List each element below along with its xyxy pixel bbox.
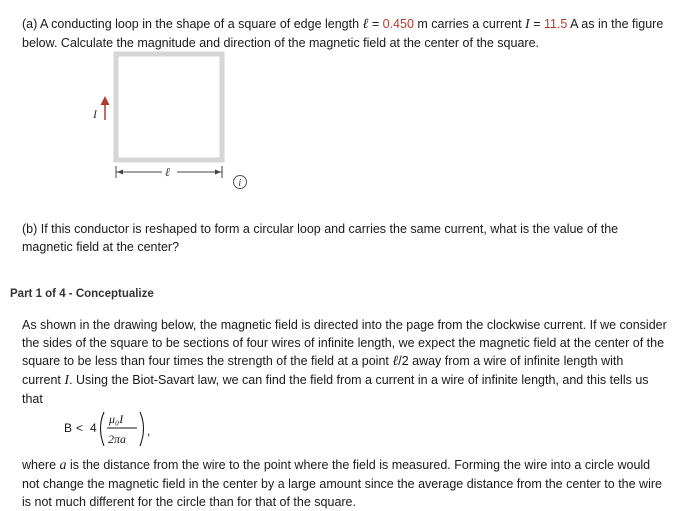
paragraph-1-line-1: As shown in the drawing below, the magnetic field is directed into the page from the clockwise current. If we consider bbox=[22, 318, 667, 332]
formula-right-paren bbox=[140, 412, 144, 446]
question-b bbox=[22, 220, 698, 256]
biot-savart-formula bbox=[62, 408, 182, 454]
formula-relation: < bbox=[76, 421, 84, 435]
question-b-line-1: (b) If this conductor is reshaped to form a circular loop and carries the same current, what is the value of the bbox=[22, 222, 619, 236]
formula-left-paren bbox=[101, 412, 105, 446]
paragraph-1-line-3: square to be less than four times the strength of the field at a point ℓ/2 away from a wire of infinite length with bbox=[22, 354, 624, 369]
part-heading: Part 1 of 4 - Conceptualize bbox=[10, 288, 154, 300]
current-label: I bbox=[93, 107, 97, 121]
formula-numerator: μ₀I bbox=[109, 412, 124, 426]
square-loop-figure bbox=[88, 50, 268, 190]
ell-symbol: ℓ bbox=[362, 17, 369, 32]
svg-text:i: i bbox=[238, 178, 242, 189]
formula-factor: 4 bbox=[90, 421, 97, 435]
question-a-line-2: below. Calculate the magnitude and direction of the magnetic field at the center of the square. bbox=[22, 36, 539, 50]
info-icon[interactable] bbox=[234, 176, 247, 190]
length-arrow-right-icon bbox=[215, 170, 221, 175]
paragraph-2-line-3: is not much different for the circle than for that of the square. bbox=[22, 495, 356, 509]
current-value: 11.5 bbox=[543, 17, 568, 31]
paragraph-1-line-5: that bbox=[22, 392, 43, 406]
edge-length-value: 0.450 bbox=[382, 17, 414, 31]
current-arrow-icon bbox=[101, 96, 110, 105]
formula-lhs: B bbox=[64, 421, 73, 435]
question-a bbox=[22, 15, 698, 52]
paragraph-2-line-2: not change the magnetic field in the center by a large amount since the average distance from the center to the wire bbox=[22, 477, 662, 491]
paragraph-2-line-1: where a is the distance from the wire to the point where the field is measured. Forming the wire into a circle would bbox=[22, 458, 651, 473]
paragraph-1-line-2: the sides of the square to be sections of four wires of infinite length, we expect the magnetic field at the center of the bbox=[22, 336, 665, 350]
formula-denominator: 2πa bbox=[108, 432, 127, 446]
question-a-line-1: (a) A conducting loop in the shape of a square of edge length ℓ = 0.450 m carries a current I = 11.5 A as in the figure bbox=[22, 17, 664, 32]
conceptualize-paragraph-1 bbox=[22, 316, 698, 408]
length-label: ℓ bbox=[165, 165, 170, 179]
length-arrow-left-icon bbox=[117, 170, 123, 175]
paragraph-1-line-4: current I. Using the Biot-Savart law, we can find the field from a current in a wire of infinite length, and this tells us bbox=[22, 373, 649, 388]
question-b-line-2: magnetic field at the center? bbox=[22, 240, 180, 254]
square-loop bbox=[116, 54, 222, 160]
conceptualize-paragraph-2 bbox=[22, 456, 698, 511]
current-symbol: I bbox=[525, 17, 530, 32]
formula-trail: , bbox=[147, 424, 151, 438]
